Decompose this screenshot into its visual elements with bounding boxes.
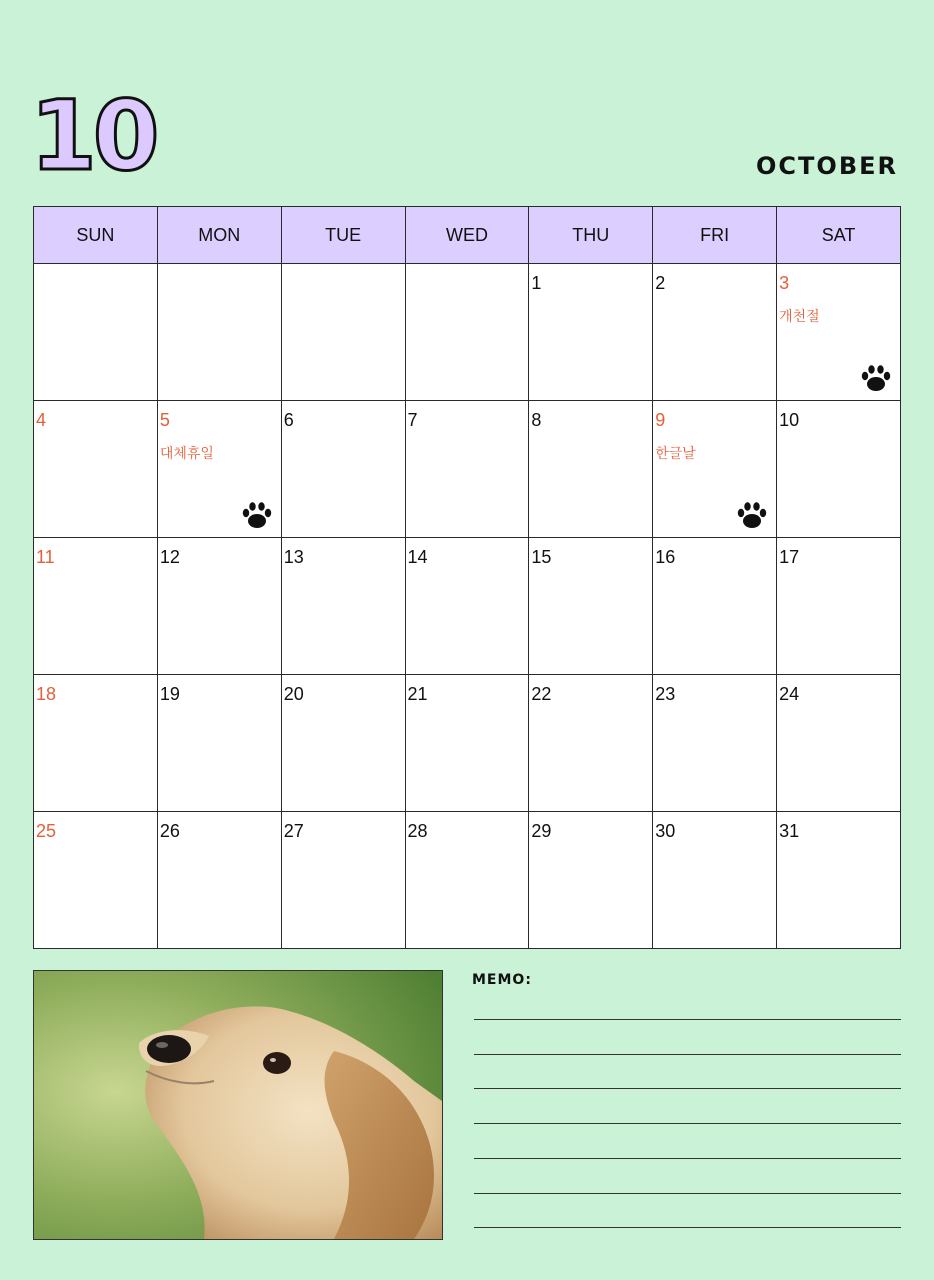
calendar-day-cell[interactable]	[34, 401, 158, 538]
calendar-day-cell[interactable]	[405, 675, 529, 812]
day-number: 7	[407, 410, 418, 430]
calendar-day-cell[interactable]	[529, 401, 653, 538]
calendar-day-cell[interactable]	[653, 538, 777, 675]
paw-print-icon	[860, 364, 892, 392]
weekday-header: THU	[529, 207, 653, 264]
paw-print-icon	[736, 501, 768, 529]
day-number: 29	[531, 821, 552, 841]
calendar-day-cell[interactable]	[777, 401, 901, 538]
day-number: 31	[779, 821, 800, 841]
calendar-day-cell[interactable]	[529, 264, 653, 401]
day-number: 10	[779, 410, 800, 430]
day-number: 9	[655, 410, 666, 430]
calendar-week-row	[34, 538, 901, 675]
calendar-day-cell[interactable]	[34, 675, 158, 812]
memo-line[interactable]	[474, 1227, 901, 1228]
day-number: 6	[283, 410, 294, 430]
day-number: 22	[531, 684, 552, 704]
holiday-label: 대체휴일	[159, 445, 214, 461]
calendar-week-row	[34, 264, 901, 401]
calendar-day-cell[interactable]	[777, 675, 901, 812]
calendar-day-cell[interactable]	[529, 812, 653, 949]
day-number: 14	[407, 547, 428, 567]
day-number: 16	[655, 547, 676, 567]
calendar-day-cell[interactable]	[653, 812, 777, 949]
day-number: 11	[36, 547, 55, 567]
memo-line[interactable]	[474, 1193, 901, 1194]
day-number: 23	[655, 684, 676, 704]
weekday-header: MON	[157, 207, 281, 264]
paw-print-icon	[241, 501, 273, 529]
day-number: 26	[159, 821, 180, 841]
memo-line[interactable]	[474, 1019, 901, 1020]
day-number: 27	[283, 821, 304, 841]
holiday-label: 개천절	[779, 308, 820, 324]
calendar-day-cell[interactable]	[157, 538, 281, 675]
holiday-label: 한글날	[655, 445, 696, 461]
calendar-empty-cell	[281, 264, 405, 401]
calendar-day-cell[interactable]	[281, 538, 405, 675]
month-name: OCTOBER	[756, 152, 898, 180]
calendar-day-cell[interactable]	[405, 538, 529, 675]
calendar-empty-cell	[405, 264, 529, 401]
day-number: 24	[779, 684, 800, 704]
calendar-day-cell[interactable]	[777, 812, 901, 949]
calendar-grid	[33, 206, 901, 949]
calendar-day-cell[interactable]	[777, 264, 901, 401]
day-number: 3	[779, 273, 790, 293]
calendar-day-cell[interactable]	[157, 675, 281, 812]
calendar-week-row	[34, 812, 901, 949]
day-number: 28	[407, 821, 428, 841]
weekday-header: TUE	[281, 207, 405, 264]
calendar-day-cell[interactable]	[405, 812, 529, 949]
day-number: 2	[655, 273, 666, 293]
calendar-day-cell[interactable]	[34, 812, 158, 949]
calendar-day-cell[interactable]	[281, 675, 405, 812]
day-number: 19	[159, 684, 180, 704]
calendar-day-cell[interactable]	[653, 675, 777, 812]
calendar-day-cell[interactable]	[653, 401, 777, 538]
day-number: 18	[36, 684, 57, 704]
calendar-day-cell[interactable]	[777, 538, 901, 675]
calendar-day-cell[interactable]	[281, 401, 405, 538]
day-number: 21	[407, 684, 428, 704]
memo-line[interactable]	[474, 1158, 901, 1159]
weekday-header: FRI	[653, 207, 777, 264]
calendar-day-cell[interactable]	[653, 264, 777, 401]
calendar-day-cell[interactable]	[529, 538, 653, 675]
day-number: 20	[283, 684, 304, 704]
calendar-empty-cell	[157, 264, 281, 401]
weekday-header: WED	[405, 207, 529, 264]
memo-label: MEMO:	[472, 972, 532, 988]
day-number: 30	[655, 821, 676, 841]
day-number: 4	[36, 410, 47, 430]
weekday-header-row	[34, 207, 901, 264]
calendar-empty-cell	[34, 264, 158, 401]
calendar-day-cell[interactable]	[157, 401, 281, 538]
calendar-day-cell[interactable]	[281, 812, 405, 949]
memo-line[interactable]	[474, 1123, 901, 1124]
calendar-day-cell[interactable]	[405, 401, 529, 538]
calendar-week-row	[34, 401, 901, 538]
puppy-illustration	[34, 971, 442, 1239]
day-number: 1	[531, 273, 542, 293]
puppy-photo	[33, 970, 443, 1240]
month-number: 10	[30, 80, 156, 192]
calendar-day-cell[interactable]	[34, 538, 158, 675]
day-number: 25	[36, 821, 57, 841]
day-number: 17	[779, 547, 800, 567]
day-number: 15	[531, 547, 552, 567]
calendar-week-row	[34, 675, 901, 812]
day-number: 8	[531, 410, 542, 430]
calendar-day-cell[interactable]	[157, 812, 281, 949]
day-number: 12	[159, 547, 180, 567]
day-number: 5	[159, 410, 170, 430]
day-number: 13	[283, 547, 304, 567]
memo-line[interactable]	[474, 1088, 901, 1089]
calendar-day-cell[interactable]	[529, 675, 653, 812]
weekday-header: SUN	[34, 207, 158, 264]
weekday-header: SAT	[777, 207, 901, 264]
memo-line[interactable]	[474, 1054, 901, 1055]
